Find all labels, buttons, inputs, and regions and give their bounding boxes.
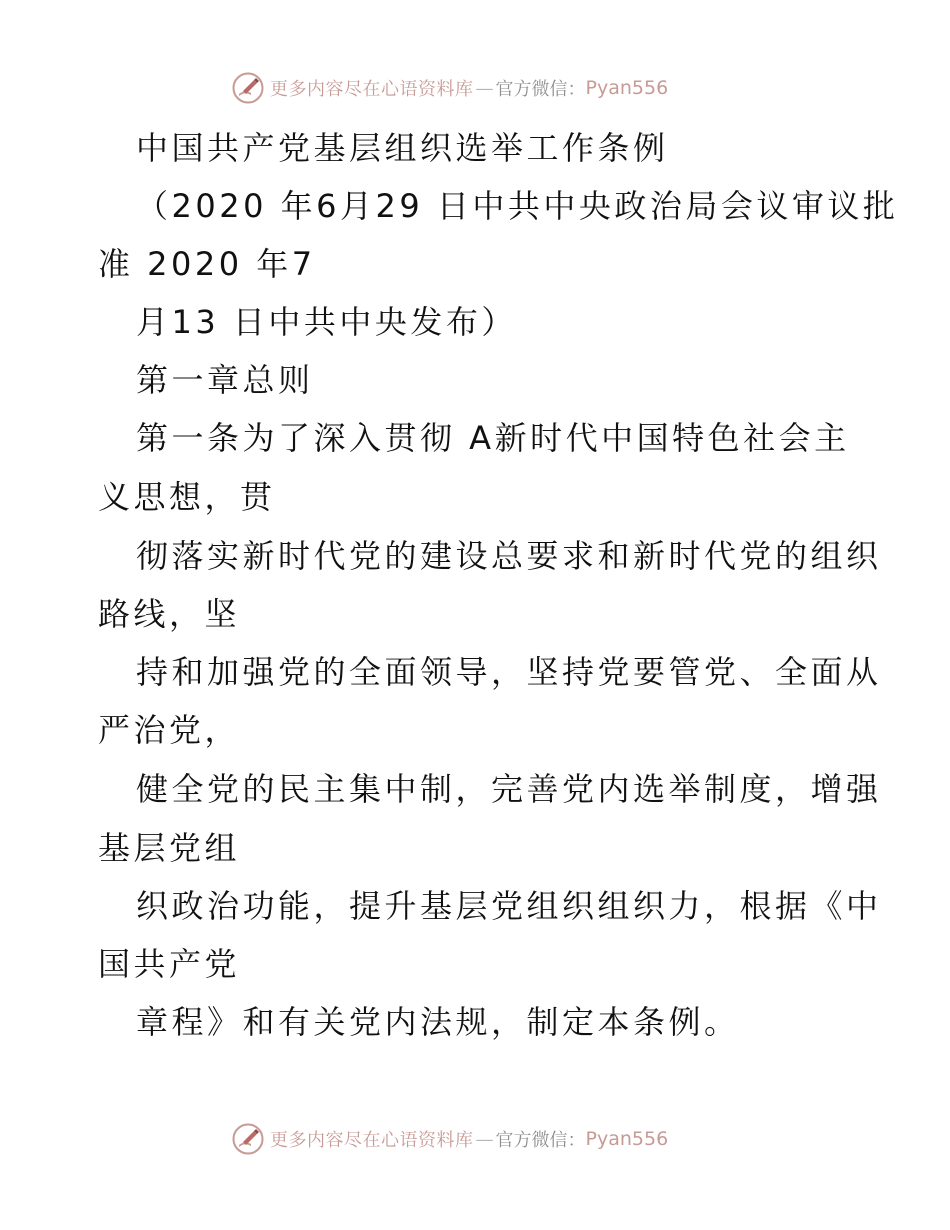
text-line: （2020 年6月29 日中共中央政治局会议审议批 — [136, 187, 899, 225]
document-title: 中国共产党基层组织选举工作条例 — [136, 129, 669, 167]
text-line: 持和加强党的全面领导，坚持党要管党、全面从 — [136, 653, 882, 691]
text-line: 健全党的民主集中制，完善党内选举制度，增强 — [136, 770, 882, 808]
text-line: 第一条为了深入贯彻 A新时代中国特色社会主 — [136, 419, 850, 457]
text-line: 基层党组 — [98, 829, 241, 867]
watermark-wechat-id: Pyan556 — [585, 1128, 669, 1150]
watermark-banner-top — [232, 72, 712, 104]
text-line: 严治党， — [98, 711, 241, 749]
watermark-wechat-label: 官方微信： — [495, 79, 586, 100]
text-line: 准 2020 年7 — [98, 245, 316, 283]
watermark-dash: — — [475, 1128, 494, 1150]
text-line: 彻落实新时代党的建设总要求和新时代党的组织 — [136, 537, 882, 575]
text-line: 路线，坚 — [98, 595, 241, 633]
text-line: 织政治功能，提升基层党组织组织力，根据《中 — [136, 887, 882, 925]
watermark-main-text: 更多内容尽在心语资料库 — [270, 79, 474, 100]
text-line: 章程》和有关党内法规，制定本条例。 — [136, 1003, 740, 1041]
chapter-heading: 第一章总则 — [136, 361, 314, 399]
pen-book-icon — [232, 72, 264, 104]
watermark-banner-bottom — [232, 1123, 712, 1155]
watermark-wechat-id: Pyan556 — [585, 77, 669, 99]
text-line: 月13 日中共中央发布） — [136, 303, 517, 341]
pen-book-icon — [232, 1123, 264, 1155]
watermark-wechat-label: 官方微信： — [495, 1130, 586, 1151]
text-line: 国共产党 — [98, 945, 241, 983]
text-line: 义思想，贯 — [98, 478, 276, 516]
watermark-main-text: 更多内容尽在心语资料库 — [270, 1130, 474, 1151]
watermark-dash: — — [475, 77, 494, 99]
